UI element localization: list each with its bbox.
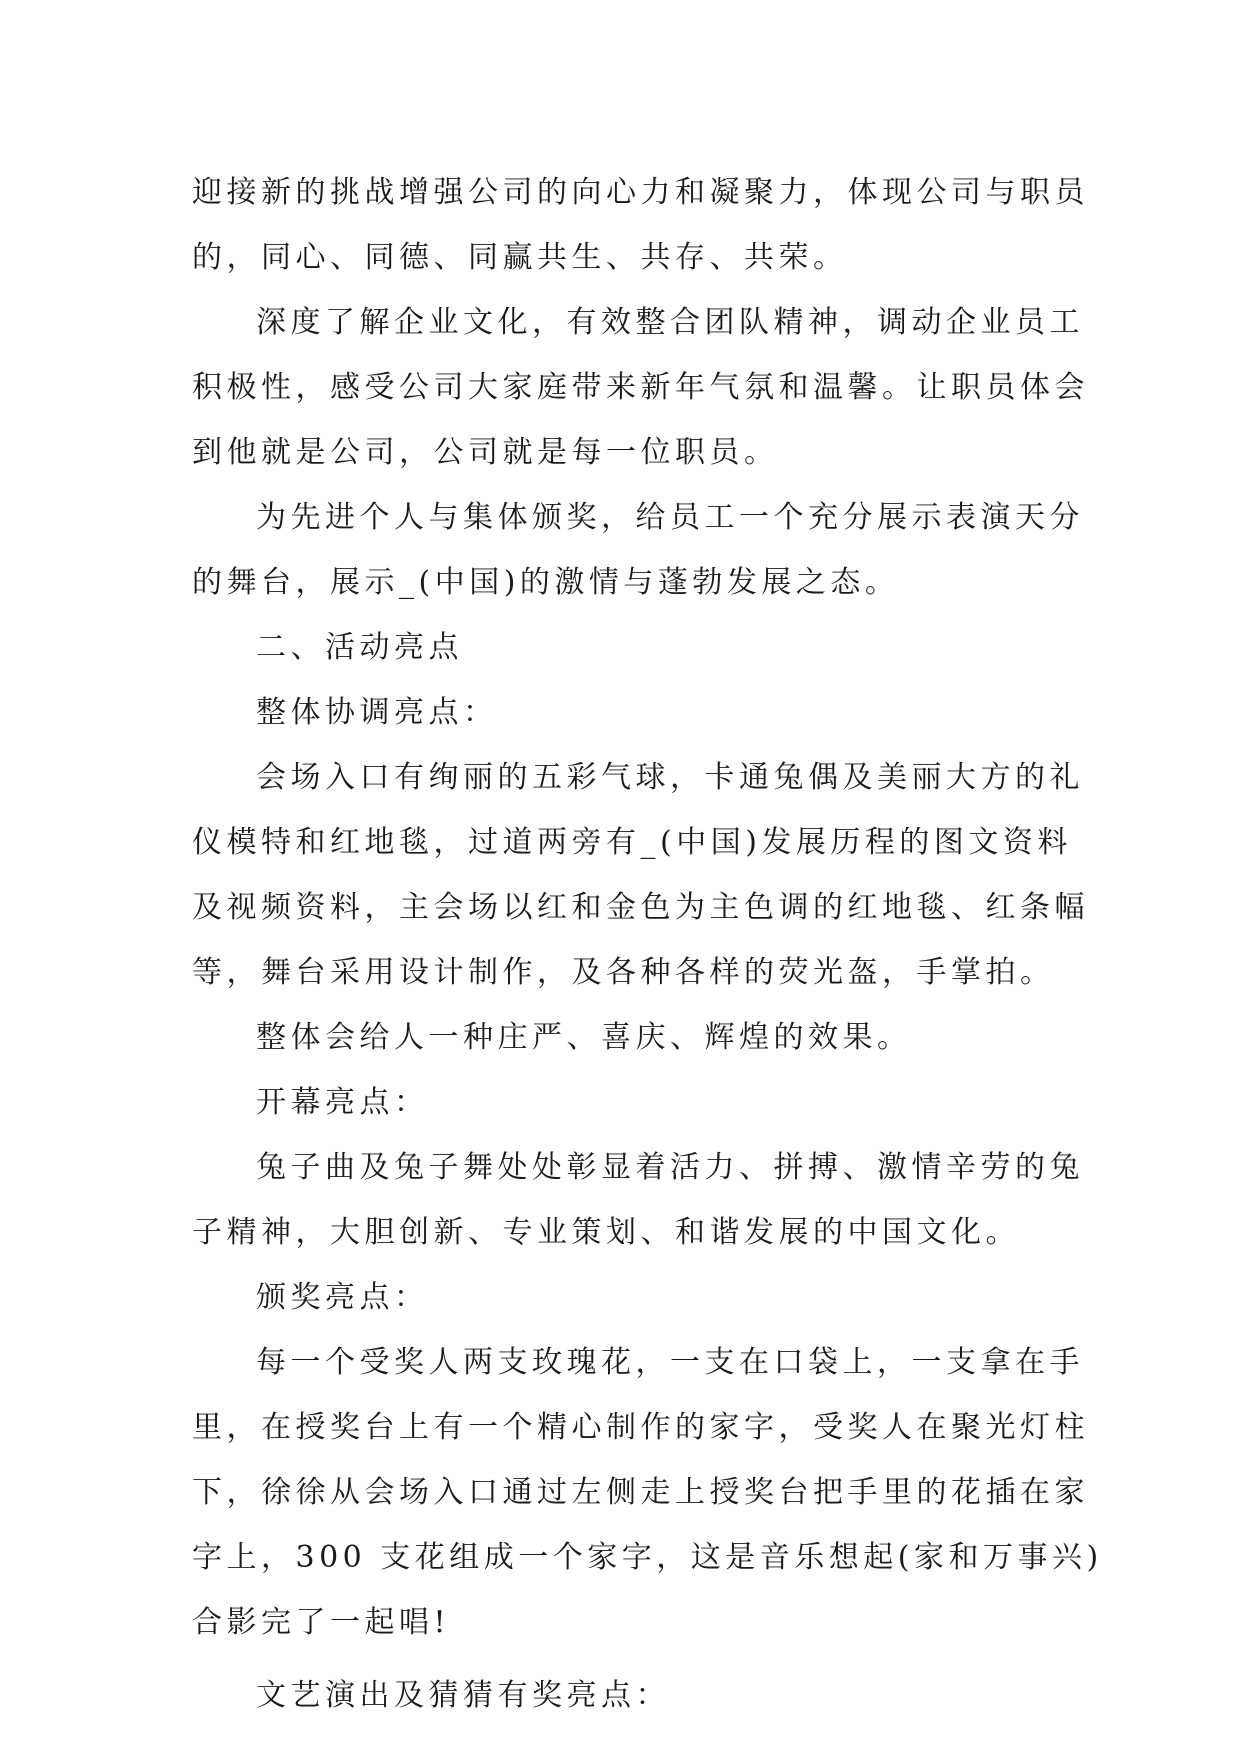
paragraph-line: 合影完了一起唱! — [192, 1605, 451, 1640]
paragraph-line: 及视频资料，主会场以红和金色为主色调的红地毯、红条幅 — [192, 890, 1089, 925]
paragraph-line: 为先进个人与集体颁奖，给员工一个充分展示表演天分 — [256, 500, 1084, 535]
paragraph-line: 子精神，大胆创新、专业策划、和谐发展的中国文化。 — [192, 1215, 1020, 1250]
paragraph-line: 字上，300 支花组成一个家字，这是音乐想起(家和万事兴) — [192, 1540, 1103, 1575]
paragraph-line: 会场入口有绚丽的五彩气球，卡通兔偶及美丽大方的礼 — [256, 760, 1084, 795]
paragraph-line: 每一个受奖人两支玫瑰花，一支在口袋上，一支拿在手 — [256, 1345, 1084, 1380]
paragraph-line: 积极性，感受公司大家庭带来新年气氛和温馨。让职员体会 — [192, 370, 1089, 405]
subsection-heading: 颁奖亮点： — [256, 1280, 429, 1315]
paragraph-line: 深度了解企业文化，有效整合团队精神，调动企业员工 — [256, 305, 1084, 340]
paragraph-line: 下，徐徐从会场入口通过左侧走上授奖台把手里的花插在家 — [192, 1475, 1089, 1510]
subsection-heading: 文艺演出及猜猜有奖亮点： — [256, 1678, 670, 1713]
paragraph-line: 整体会给人一种庄严、喜庆、辉煌的效果。 — [256, 1020, 912, 1055]
subsection-heading: 开幕亮点： — [256, 1085, 429, 1120]
paragraph-line: 的，同心、同德、同赢共生、共存、共荣。 — [192, 240, 848, 275]
paragraph-line: 到他就是公司，公司就是每一位职员。 — [192, 435, 779, 470]
document-body — [192, 160, 1103, 1728]
section-heading: 二、活动亮点 — [256, 630, 463, 665]
paragraph-line: 等，舞台采用设计制作，及各种各样的荧光盔，手掌拍。 — [192, 955, 1055, 990]
subsection-heading: 整体协调亮点： — [256, 695, 498, 730]
paragraph-line: 迎接新的挑战增强公司的向心力和凝聚力，体现公司与职员 — [192, 175, 1089, 210]
paragraph-line: 兔子曲及兔子舞处处彰显着活力、拼搏、激情辛劳的兔 — [256, 1150, 1084, 1185]
paragraph-line: 里，在授奖台上有一个精心制作的家字，受奖人在聚光灯柱 — [192, 1410, 1089, 1445]
paragraph-line: 仪模特和红地毯，过道两旁有_(中国)发展历程的图文资料 — [192, 825, 1072, 860]
paragraph-line: 的舞台，展示_(中国)的激情与蓬勃发展之态。 — [192, 565, 900, 600]
